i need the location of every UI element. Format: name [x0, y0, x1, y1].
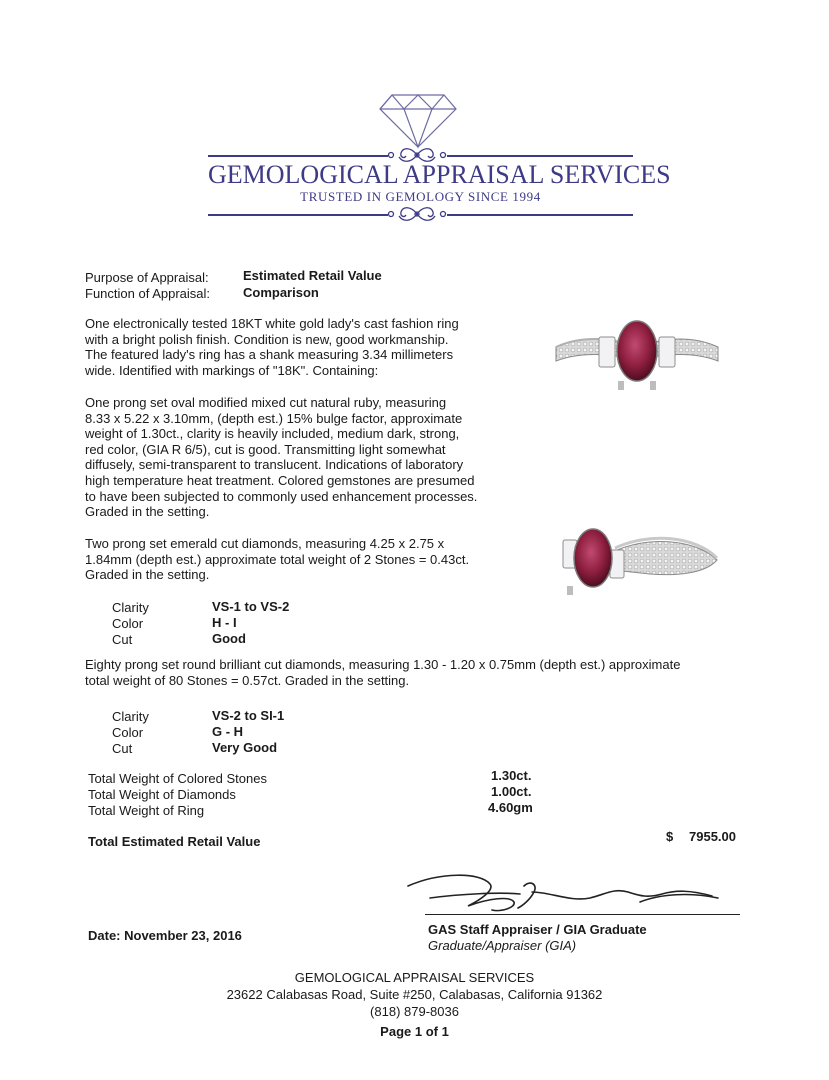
emerald-line: Graded in the setting. [85, 567, 210, 583]
header-rule-bottom-left [208, 214, 388, 216]
ring-line: The featured lady's ring has a shank measuring 3.34 millimeters [85, 347, 454, 363]
purpose-value: Estimated Retail Value [243, 268, 382, 283]
total-ring-label: Total Weight of Ring [88, 803, 205, 818]
retail-label: Total Estimated Retail Value [88, 834, 261, 849]
grade2-color-value: G - H [212, 724, 244, 739]
footer-address: 23622 Calabasas Road, Suite #250, Calabasas, California 91362 [226, 987, 603, 1002]
appraiser-subtitle: Graduate/Appraiser (GIA) [428, 938, 577, 953]
ring-line: wide. Identified with markings of "18K". Containing: [85, 362, 379, 378]
ruby-line: high temperature heat treatment. Colored gemstones are presumed [85, 472, 475, 488]
grade1-color-value: H - I [212, 615, 237, 630]
function-label: Function of Appraisal: [85, 286, 211, 301]
header-rule-bottom-right [447, 214, 633, 216]
grade1-clarity-label: Clarity [112, 600, 149, 615]
brand-tagline: TRUSTED IN GEMOLOGY SINCE 1994 [300, 189, 541, 204]
ring-photo-top [552, 317, 722, 392]
ring-line: One electronically tested 18KT white gold lady's cast fashion ring [85, 316, 459, 331]
grade2-clarity-value: VS-2 to SI-1 [212, 708, 285, 723]
ruby-line: diffusely, semi-transparent to translucent. Indications of laboratory [85, 457, 464, 473]
ruby-line: red color, (GIA R 6/5), cut is good. Transmitting light somewhat [85, 441, 446, 457]
ruby-line: 8.33 x 5.22 x 3.10mm, (depth est.) 15% bulge factor, approximate [85, 410, 463, 426]
diamond-logo-icon [378, 92, 458, 150]
ring-description [85, 316, 525, 378]
ring-line: with a bright polish finish. Condition is new, good workmanship. [85, 331, 449, 347]
function-value: Comparison [243, 285, 319, 300]
total-diamonds-value: 1.00ct. [491, 784, 532, 799]
grade2-color-label: Color [112, 725, 144, 740]
total-colored-value: 1.30ct. [491, 768, 532, 783]
total-colored-label: Total Weight of Colored Stones [88, 771, 267, 786]
signature-line [425, 914, 740, 915]
ruby-line: weight of 1.30ct., clarity is heavily included, medium dark, strong, [85, 426, 460, 442]
flourish-ornament-bottom-icon [385, 205, 449, 223]
ruby-description [85, 395, 525, 520]
appraiser-title: GAS Staff Appraiser / GIA Graduate [428, 922, 647, 937]
signature-image [400, 862, 730, 920]
round-diamond-description [85, 657, 725, 688]
round-line: Eighty prong set round brilliant cut diamonds, measuring 1.30 - 1.20 x 0.75mm (depth est.) approximate [85, 657, 681, 672]
total-ring-value: 4.60gm [488, 800, 533, 815]
ruby-line: to have been subjected to commonly used enhancement processes. [85, 488, 478, 504]
grade2-cut-label: Cut [112, 741, 133, 756]
grade1-cut-label: Cut [112, 632, 133, 647]
grade1-color-label: Color [112, 616, 144, 631]
ruby-line: One prong set oval modified mixed cut natural ruby, measuring [85, 395, 447, 410]
emerald-diamond-description [85, 536, 525, 583]
header-rule-top-left [208, 155, 388, 157]
grade1-cut-value: Good [212, 631, 246, 646]
total-diamonds-label: Total Weight of Diamonds [88, 787, 236, 802]
emerald-line: 1.84mm (depth est.) approximate total weight of 2 Stones = 0.43ct. [85, 551, 470, 567]
grade2-cut-value: Very Good [212, 740, 278, 755]
footer-company: GEMOLOGICAL APPRAISAL SERVICES [294, 970, 535, 985]
round-line: total weight of 80 Stones = 0.57ct. Graded in the setting. [85, 672, 410, 688]
purpose-label: Purpose of Appraisal: [85, 270, 209, 285]
ring-photo-side [555, 522, 720, 600]
ruby-line: Graded in the setting. [85, 504, 210, 520]
footer-phone: (818) 879-8036 [370, 1004, 459, 1019]
emerald-line: Two prong set emerald cut diamonds, measuring 4.25 x 2.75 x [85, 536, 445, 551]
appraisal-date: Date: November 23, 2016 [88, 928, 242, 943]
brand-name: GEMOLOGICAL APPRAISAL SERVICES [208, 160, 671, 189]
page-number: Page 1 of 1 [380, 1024, 449, 1039]
header-rule-top-right [447, 155, 633, 157]
retail-currency: $ [666, 829, 674, 844]
grade1-clarity-value: VS-1 to VS-2 [212, 599, 290, 614]
retail-amount: 7955.00 [689, 829, 736, 844]
grade2-clarity-label: Clarity [112, 709, 149, 724]
